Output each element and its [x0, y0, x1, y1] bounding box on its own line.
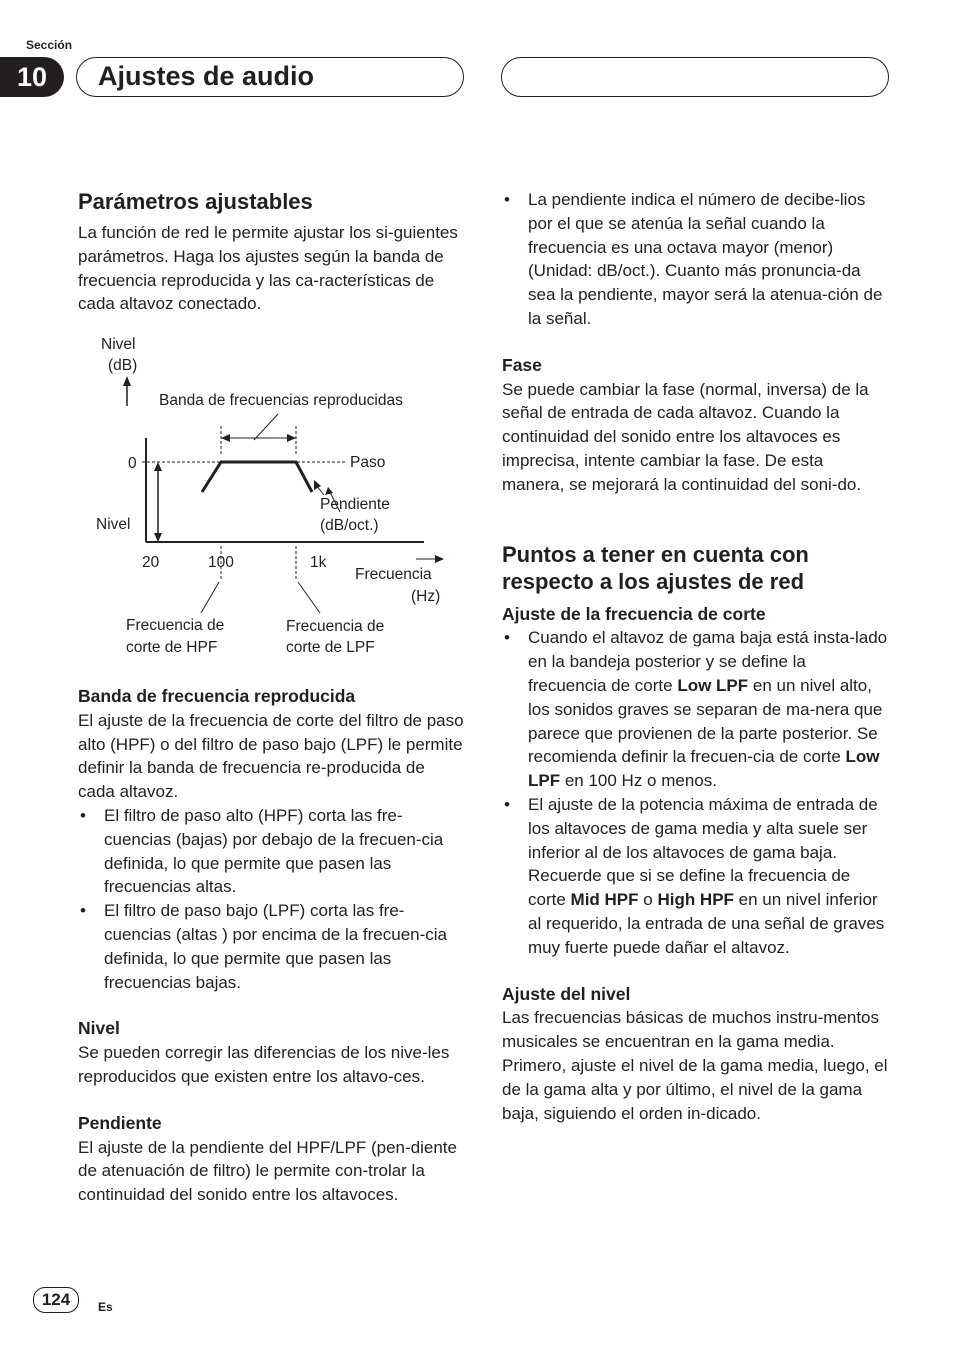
language-label: Es	[98, 1300, 113, 1314]
lpf-pointer	[298, 582, 320, 613]
freq-arrow-head	[435, 555, 444, 563]
tick-100: 100	[208, 554, 234, 571]
list-item	[502, 793, 888, 960]
filter-diagram	[78, 330, 458, 660]
text: Cuando el altavoz de gama baja está insta-lado en la bandeja posterior y se define la frecuencia de corte	[528, 628, 888, 695]
page-title: Ajustes de audio	[98, 61, 315, 91]
tick-20: 20	[142, 554, 160, 571]
list-item	[502, 626, 888, 793]
nivel-label: Nivel	[96, 516, 131, 533]
text: o	[638, 890, 658, 910]
left-column-top	[78, 188, 464, 316]
text: en un nivel alto, los sonidos graves se separan de ma-nera que parece que provienen de la parte posterior. Se recomienda definir la frecuen-cia de corte	[528, 675, 883, 767]
page-number: 124	[33, 1287, 79, 1313]
setting-name: Low LPF	[677, 675, 749, 695]
fase-title: Fase	[502, 354, 542, 375]
banda-label: Banda de frecuencias reproducidas	[159, 392, 403, 409]
frecuencia-label-1: Frecuencia	[355, 566, 432, 583]
section-heading: Parámetros ajustables	[78, 189, 313, 214]
corte-list	[502, 626, 888, 959]
paso-label: Paso	[350, 454, 386, 471]
puntos-heading: Puntos a tener en cuenta con respecto a los ajustes de red	[502, 541, 809, 594]
pendiente-title: Pendiente	[78, 1112, 162, 1133]
list-item: • El filtro de paso bajo (LPF) corta las fre-cuencias (altas ) por encima de la frecuen-cia definida, lo que permite que pasen las frecuencias bajas.	[78, 899, 464, 994]
list-item: • El filtro de paso alto (HPF) corta las fre-cuencias (bajas) por debajo de la frecuen-cia definida, lo que permite que pasen las frecuencias altas.	[78, 804, 464, 899]
pendiente-label-2: (dB/oct.)	[320, 517, 379, 534]
up-arrow-head	[123, 376, 131, 386]
intro-paragraph: La función de red le permite ajustar los si-guientes parámetros. Haga los ajustes según la banda de frecuencia reproducida y las ca-racterísticas de cada altavoz conectado.	[78, 223, 458, 314]
fase-paragraph: Se puede cambiar la fase (normal, inversa) de la señal de entrada de cada altavoz. Cuando la continuidad del sonido entre los altavoces es imprecisa, intente cambiar la fase. De esta manera, se mejorará la continuidad del soni-do.	[502, 379, 869, 494]
frecuencia-label-2: (Hz)	[411, 588, 441, 605]
nivel-arrow-up	[154, 462, 162, 471]
nivel-db-label-2: (dB)	[108, 357, 138, 374]
nivel-arrow-down	[154, 533, 162, 542]
hpf-label-2: corte de HPF	[126, 639, 218, 656]
hpf-label-1: Frecuencia de	[126, 617, 225, 634]
section-label: Sección	[26, 38, 73, 52]
text: en 100 Hz o menos.	[560, 771, 717, 791]
left-column-bottom	[78, 685, 464, 1207]
text: en un nivel inferior al requerido, la entrada de una señal de graves muy fuerte puede dañar el altavoz.	[528, 890, 885, 957]
list-item: • La pendiente indica el número de decibe-lios por el que se atenúa la señal cuando la frecuencia es una octava mayor (menor) (Unidad: dB/oct.). Cuanto más pronuncia-da sea la pendiente, mayor será la atenua-ción de la señal.	[502, 188, 888, 331]
nivel-title: Nivel	[78, 1018, 120, 1039]
hpf-pointer	[201, 582, 219, 613]
right-column	[502, 188, 888, 1125]
section-number: 10	[0, 57, 64, 97]
pendiente-arrow-1	[314, 480, 321, 490]
tick-1k: 1k	[310, 554, 327, 571]
pendiente-paragraph: El ajuste de la pendiente del HPF/LPF (pen-diente de atenuación de filtro) le permite con-trolar la continuidad del sonido entre los altavoces.	[78, 1137, 457, 1205]
setting-name: High HPF	[657, 890, 734, 910]
banda-pointer	[254, 414, 278, 440]
filter-diagram-svg	[78, 330, 458, 660]
setting-name: Low LPF	[528, 747, 880, 791]
pendiente-arrow-2	[325, 487, 333, 495]
pendiente-list	[502, 188, 888, 331]
banda-list	[78, 804, 464, 994]
corte-title: Ajuste de la frecuencia de corte	[502, 603, 766, 624]
right-header-frame	[501, 57, 889, 97]
ajnivel-paragraph: Las frecuencias básicas de muchos instru-mentos musicales se encuentran en la gama media. Primero, ajuste el nivel de la gama media, luego, el de la gama alta y por último, el nivel de la gama baja, siguiendo el orden in-dicado.	[502, 1008, 888, 1123]
text: El ajuste de la potencia máxima de entrada de los altavoces de gama media y alta suele ser inferior al de los altavoces de gama baja. Recuerde que si se define la frecuencia de corte	[528, 794, 878, 910]
zero-label: 0	[128, 455, 137, 472]
setting-name: Mid HPF	[570, 890, 639, 910]
lpf-label-1: Frecuencia de	[286, 618, 385, 635]
nivel-paragraph: Se pueden corregir las diferencias de los nive-les reproducidos que existen entre los altavo-ces.	[78, 1043, 450, 1086]
banda-title: Banda de frecuencia reproducida	[78, 686, 356, 706]
band-arrow-right	[287, 434, 296, 442]
pendiente-label-1: Pendiente	[320, 496, 390, 513]
banda-paragraph: El ajuste de la frecuencia de corte del filtro de paso alto (HPF) o del filtro de paso bajo (LPF) le permite definir la banda de frecuencia re-producida de cada altavoz.	[78, 710, 464, 802]
ajnivel-title: Ajuste del nivel	[502, 983, 631, 1004]
lpf-label-2: corte de LPF	[286, 639, 375, 656]
band-arrow-left	[221, 434, 230, 442]
response-curve	[202, 462, 312, 492]
nivel-db-label-1: Nivel	[101, 336, 136, 353]
